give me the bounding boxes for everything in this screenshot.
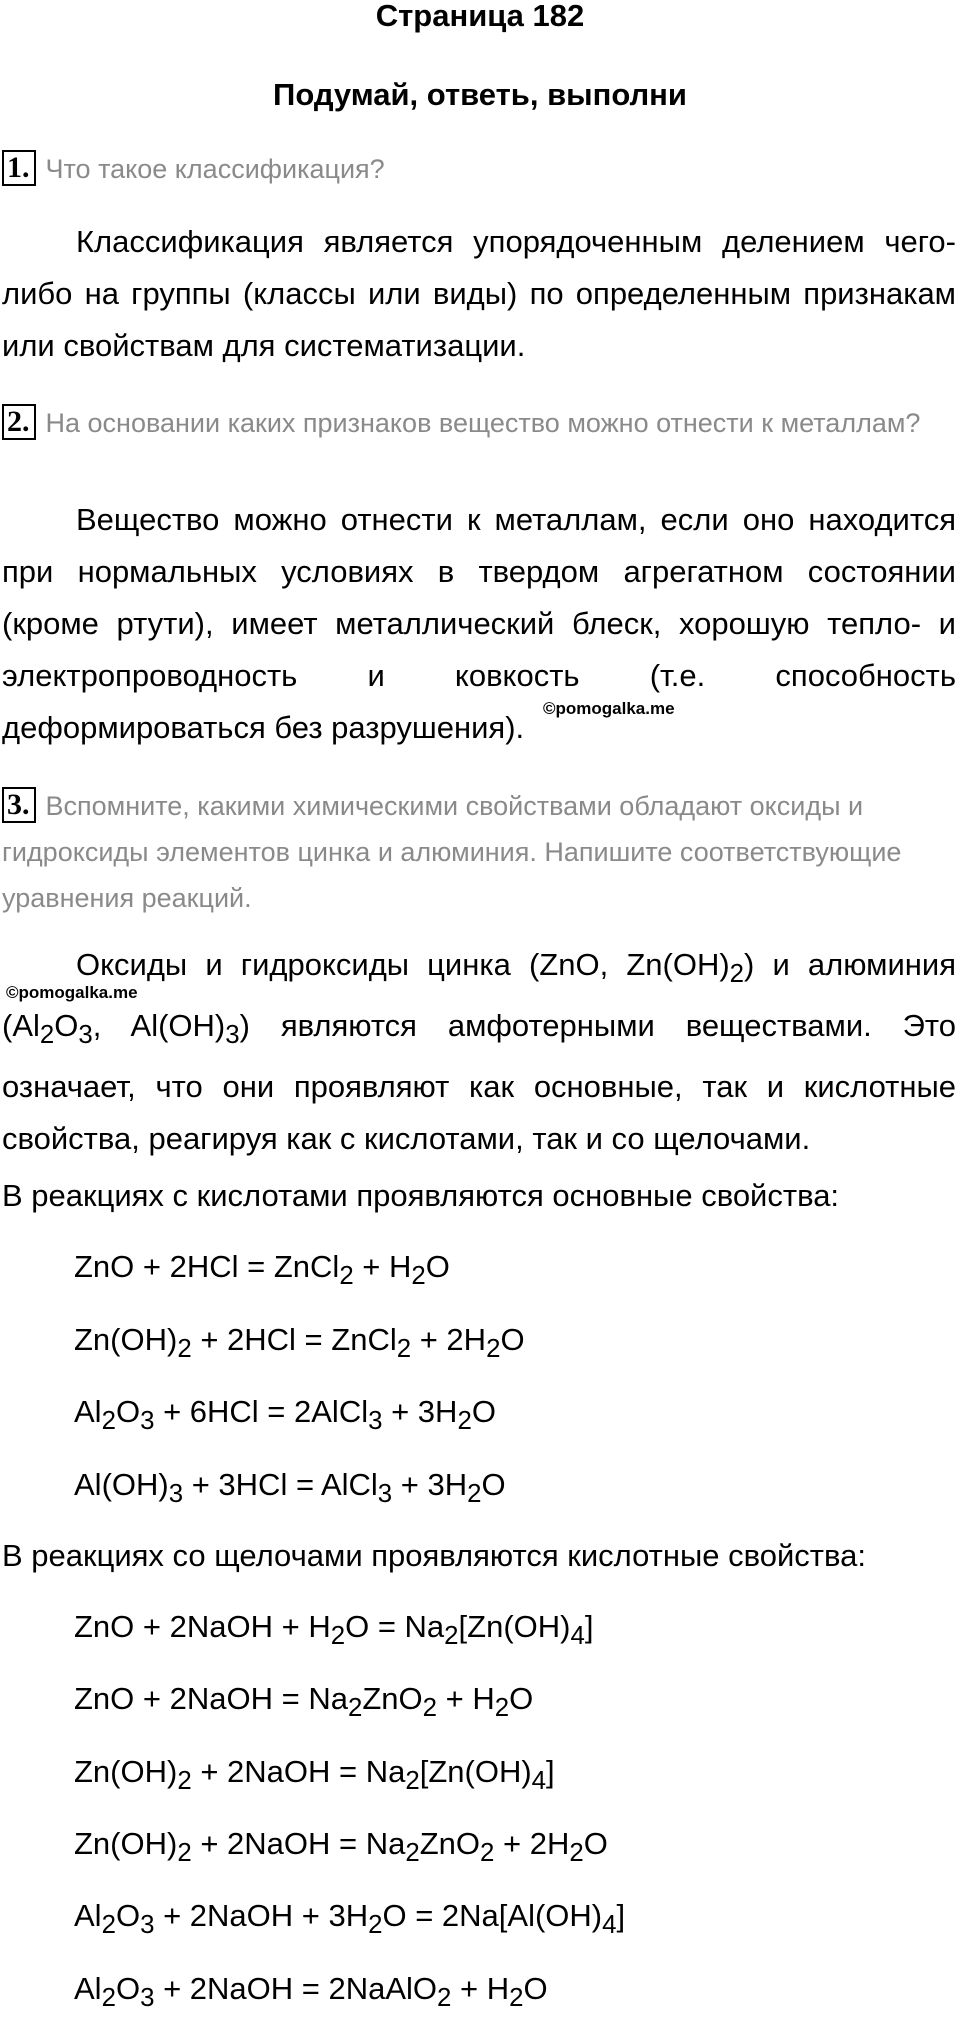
equation: $Al_2O_3$ + 2NaOH + $3H_2O = 2Na[Al(OH)_4]$: [74, 1898, 626, 1940]
question-text: Вспомните, какими химическими свойствами обладают оксиды и гидроксиды элементов цинка и алюминия. Напишите соответствующие уравнения реакций.: [2, 791, 902, 913]
equation: $Al_2O_3$ + 2NaOH = 2NaAlO$_2$ + $H_2O$: [74, 1970, 548, 2012]
question-text: Что такое классификация?: [45, 154, 385, 184]
equation: ZnO + 2NaOH = $Na_2ZnO_2 + H_2O$: [74, 1681, 534, 1723]
question-number: 2.: [2, 404, 36, 440]
equation: $Zn(OH)_2$ + 2NaOH = $Na_2ZnO_2 + 2H_2O$: [74, 1825, 608, 1868]
answer-3: Оксиды и гидроксиды цинка (ZnO, $Zn(OH)_2$) и алюминия ($Al_2O_3$, $Al(OH)_3$) являются амфотерными веществами. Это означает, что они проявляют как основные, так и кислотные свойства, реагируя как с кислотами, так и со щелочами.: [2, 947, 957, 1157]
question-3: [2, 783, 956, 921]
question-1: [2, 146, 956, 192]
question-number: 3.: [2, 787, 36, 823]
equation: ZnO + 2HCl = ZnCl$_2$ + $H_2O$: [74, 1249, 450, 1291]
question-text: На основании каких признаков вещество можно отнести к металлам?: [45, 408, 921, 438]
page-subtitle: Подумай, ответь, выполни: [273, 77, 687, 112]
equation: $Al_2O_3 + 6HCl$ = 2AlCl$_3$ + $3H_2O$: [74, 1394, 496, 1436]
page-title: Страница 182: [375, 0, 585, 33]
answer-2: Вещество можно отнести к металлам, если оно находится при нормальных условиях в твердом агрегатном состоянии (кроме ртути), имеет металлический блеск, хорошую тепло- и электропроводность и ковкость (т.е. способность деформироваться без разрушения).: [2, 502, 956, 745]
watermark: ©pomogalka.me: [6, 983, 138, 1002]
equation: $Al(OH)_3 + 3HCl$ = AlCl$_3$ + $3H_2O$: [74, 1466, 506, 1508]
equation: $Zn(OH)_2 + 2HCl$ = ZnCl$_2$ + $2H_2O$: [74, 1321, 525, 1363]
question-2: [2, 400, 956, 446]
acids-intro: В реакциях с кислотами проявляются основные свойства:: [2, 1178, 840, 1213]
question-number: 1.: [2, 150, 36, 186]
equation: $Zn(OH)_2$ + 2NaOH = $Na_2[Zn(OH)_4]$: [74, 1753, 555, 1795]
watermark: ©pomogalka.me: [543, 699, 675, 718]
alkali-intro: В реакциях со щелочами проявляются кислотные свойства:: [2, 1538, 866, 1573]
equation: ZnO + 2NaOH + $H_2O = Na_2[Zn(OH)_4]$: [74, 1609, 594, 1651]
answer-1: Классификация является упорядоченным делением чего-либо на группы (классы или виды) по определенным признакам или свойствам для систематизации.: [2, 224, 956, 363]
